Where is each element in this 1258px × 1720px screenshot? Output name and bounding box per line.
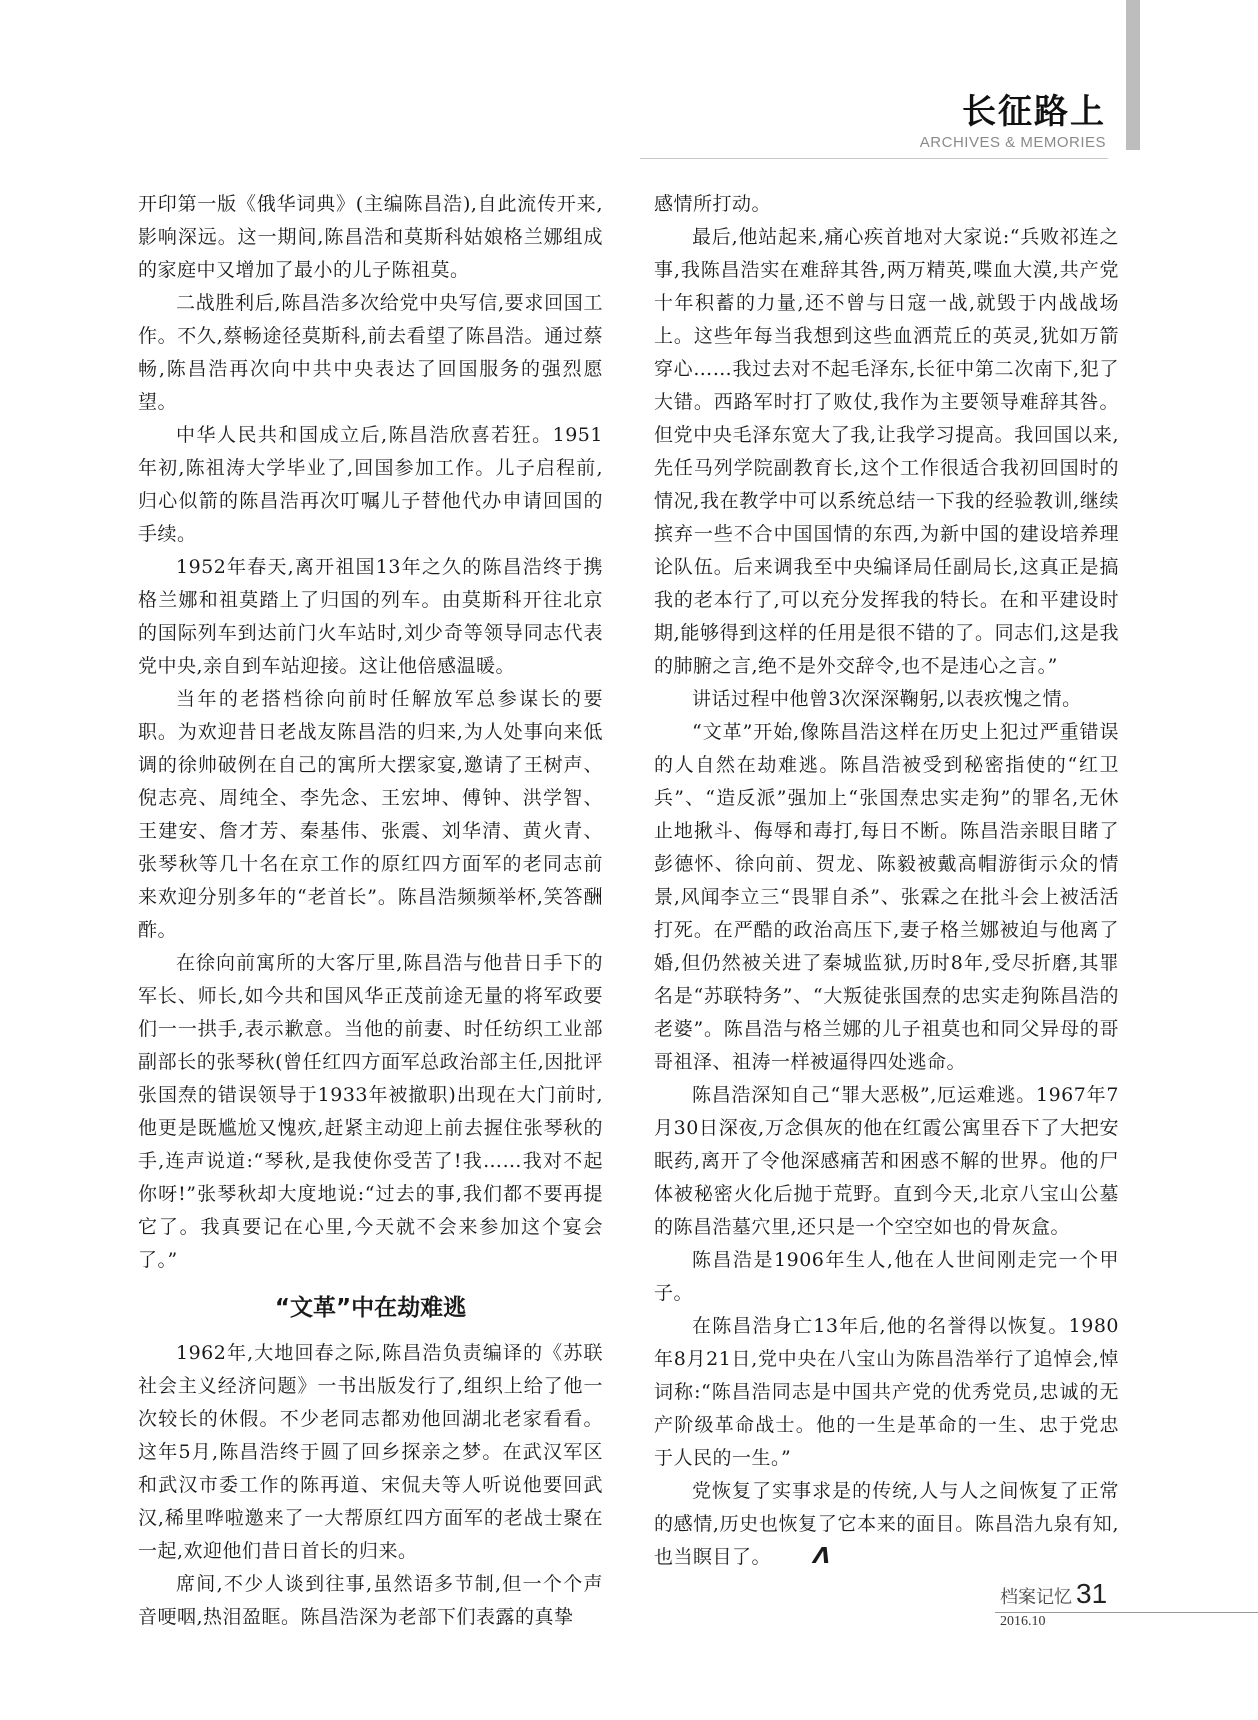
issue-date: 2016.10 [1000, 1614, 1046, 1629]
paragraph: 讲话过程中他曾3次深深鞠躬,以表疚愧之情。 [692, 688, 1082, 710]
paragraph: 当年的老搭档徐向前时任解放军总参谋长的要职。为欢迎昔日老战友陈昌浩的归来,为人处事向来低调的徐帅破例在自己的寓所大摆家宴,邀请了王树声、倪志亮、周纯全、李先念、王宏坤、傅钟、洪学智、王建安、詹才芳、秦基伟、张震、刘华清、黄火青、张琴秋等几十名在京工作的原红四方面军的老同志前来欢迎分别多年的“老首长”。陈昌浩频频举杯,笑答酬酢。 [138, 688, 603, 941]
section-subheading: “文革”中在劫难逃 [274, 1295, 467, 1321]
paragraph: 在徐向前寓所的大客厅里,陈昌浩与他昔日手下的军长、师长,如今共和国风华正茂前途无量的将军政要们一一拱手,表示歉意。当他的前妻、时任纺织工业部副部长的张琴秋(曾任红四方面军总政治部主任,因批评张国焘的错误领导于1933年被撤职)出现在大门前时,他更是既尴尬又愧疚,赶紧主动迎上前去握住张琴秋的手,连声说道:“琴秋,是我使你受苦了!我……我对不起你呀!”张琴秋却大度地说:“过去的事,我们都不要再提它了。我真要记在心里,今天就不会来参加这个宴会了。” [138, 952, 603, 1271]
paragraph: “文革”开始,像陈昌浩这样在历史上犯过严重错误的人自然在劫难逃。陈昌浩被受到秘密指使的“红卫兵”、“造反派”强加上“张国焘忠实走狗”的罪名,无休止地揪斗、侮辱和毒打,每日不断。陈昌浩亲眼目睹了彭德怀、徐向前、贺龙、陈毅被戴高帽游街示众的情景,风闻李立三“畏罪自杀”、张霖之在批斗会上被活活打死。在严酷的政治高压下,妻子格兰娜被迫与他离了婚,但仍然被关进了秦城监狱,历时8年,受尽折磨,其罪名是“苏联特务”、“大叛徒张国焘的忠实走狗陈昌浩的老婆”。陈昌浩与格兰娜的儿子祖莫也和同父异母的哥哥祖泽、祖涛一样被逼得四处逃命。 [654, 721, 1119, 1073]
section-header [920, 92, 1106, 151]
section-title: 长征路上 [962, 92, 1106, 132]
paragraph: 中华人民共和国成立后,陈昌浩欣喜若狂。1951年初,陈祖涛大学毕业了,回国参加工作。儿子启程前,归心似箭的陈昌浩再次叮嘱儿子替他代办申请回国的手续。 [138, 424, 603, 545]
corner-tab-bar [1126, 0, 1140, 150]
header-divider [640, 158, 1108, 159]
paragraph: 陈昌浩深知自己“罪大恶极”,厄运难逃。1967年7月30日深夜,万念俱灰的他在红霞公寓里吞下了大把安眠药,离开了令他深感痛苦和困惑不解的世界。他的尸体被秘密火化后抛于荒野。直到今天,北京八宝山公墓的陈昌浩墓穴里,还只是一个空空如也的骨灰盒。 [654, 1084, 1119, 1238]
paragraph: 在陈昌浩身亡13年后,他的名誉得以恢复。1980年8月21日,党中央在八宝山为陈昌浩举行了追悼会,悼词称:“陈昌浩同志是中国共产党的优秀党员,忠诚的无产阶级革命战士。他的一生是革命的一生、忠于党忠于人民的一生。” [654, 1315, 1119, 1469]
paragraph: 最后,他站起来,痛心疾首地对大家说:“兵败祁连之事,我陈昌浩实在难辞其咎,两万精英,喋血大漠,共产党十年积蓄的力量,还不曾与日寇一战,就毁于内战战场上。这些年每当我想到这些血洒荒丘的英灵,犹如万箭穿心……我过去对不起毛泽东,长征中第二次南下,犯了大错。西路军时打了败仗,我作为主要领导难辞其咎。但党中央毛泽东宽大了我,让我学习提高。我回国以来,先任马列学院副教育长,这个工作很适合我初回国时的情况,我在教学中可以系统总结一下我的经验教训,继续摈弃一些不合中国国情的东西,为新中国的建设培养理论队伍。后来调我至中央编译局任副局长,这真正是搞我的老本行了,可以充分发挥我的特长。在和平建设时期,能够得到这样的任用是很不错的了。同志们,这是我的肺腑之言,绝不是外交辞令,也不是违心之言。” [654, 226, 1119, 677]
page-number: 31 [1076, 1578, 1108, 1609]
right-column [654, 188, 1119, 1569]
paragraph-continuation: 感情所打动。 [654, 193, 772, 215]
journal-name: 档案记忆 [1000, 1587, 1072, 1608]
paragraph: 席间,不少人谈到往事,虽然语多节制,但一个个声音哽咽,热泪盈眶。陈昌浩深为老部下们表露的真挚 [138, 1573, 603, 1628]
final-paragraph [654, 1475, 1119, 1574]
paragraph: 陈昌浩是1906年生人,他在人世间刚走完一个甲子。 [654, 1249, 1119, 1304]
paragraph: 1952年春天,离开祖国13年之久的陈昌浩终于携格兰娜和祖莫踏上了归国的列车。由莫斯科开往北京的国际列车到达前门火车站时,刘少奇等领导同志代表党中央,亲自到车站迎接。这让他倍感温暖。 [138, 556, 603, 677]
page-footer [1000, 1578, 1107, 1610]
section-subtitle: ARCHIVES & MEMORIES [919, 134, 1106, 151]
footer-divider [995, 1612, 1258, 1613]
paragraph: 二战胜利后,陈昌浩多次给党中央写信,要求回国工作。不久,蔡畅途径莫斯科,前去看望了陈昌浩。通过蔡畅,陈昌浩再次向中共中央表达了回国服务的强烈愿望。 [138, 292, 603, 413]
paragraph-text: 党恢复了实事求是的传统,人与人之间恢复了正常的感情,历史也恢复了它本来的面目。陈昌浩九泉有知,也当瞑目了。 [654, 1480, 1119, 1568]
end-of-article-icon: Λ [809, 1544, 835, 1569]
paragraph: 开印第一版《俄华词典》(主编陈昌浩),自此流传开来,影响深远。这一期间,陈昌浩和莫斯科姑娘格兰娜组成的家庭中又增加了最小的儿子陈祖莫。 [138, 193, 603, 281]
left-column [138, 188, 603, 1628]
paragraph: 1962年,大地回春之际,陈昌浩负责编译的《苏联社会主义经济问题》一书出版发行了,组织上给了他一次较长的休假。不少老同志都劝他回湖北老家看看。这年5月,陈昌浩终于圆了回乡探亲之梦。在武汉军区和武汉市委工作的陈再道、宋侃夫等人听说他要回武汉,稀里哗啦邀来了一大帮原红四方面军的老战士聚在一起,欢迎他们昔日首长的归来。 [138, 1342, 603, 1562]
